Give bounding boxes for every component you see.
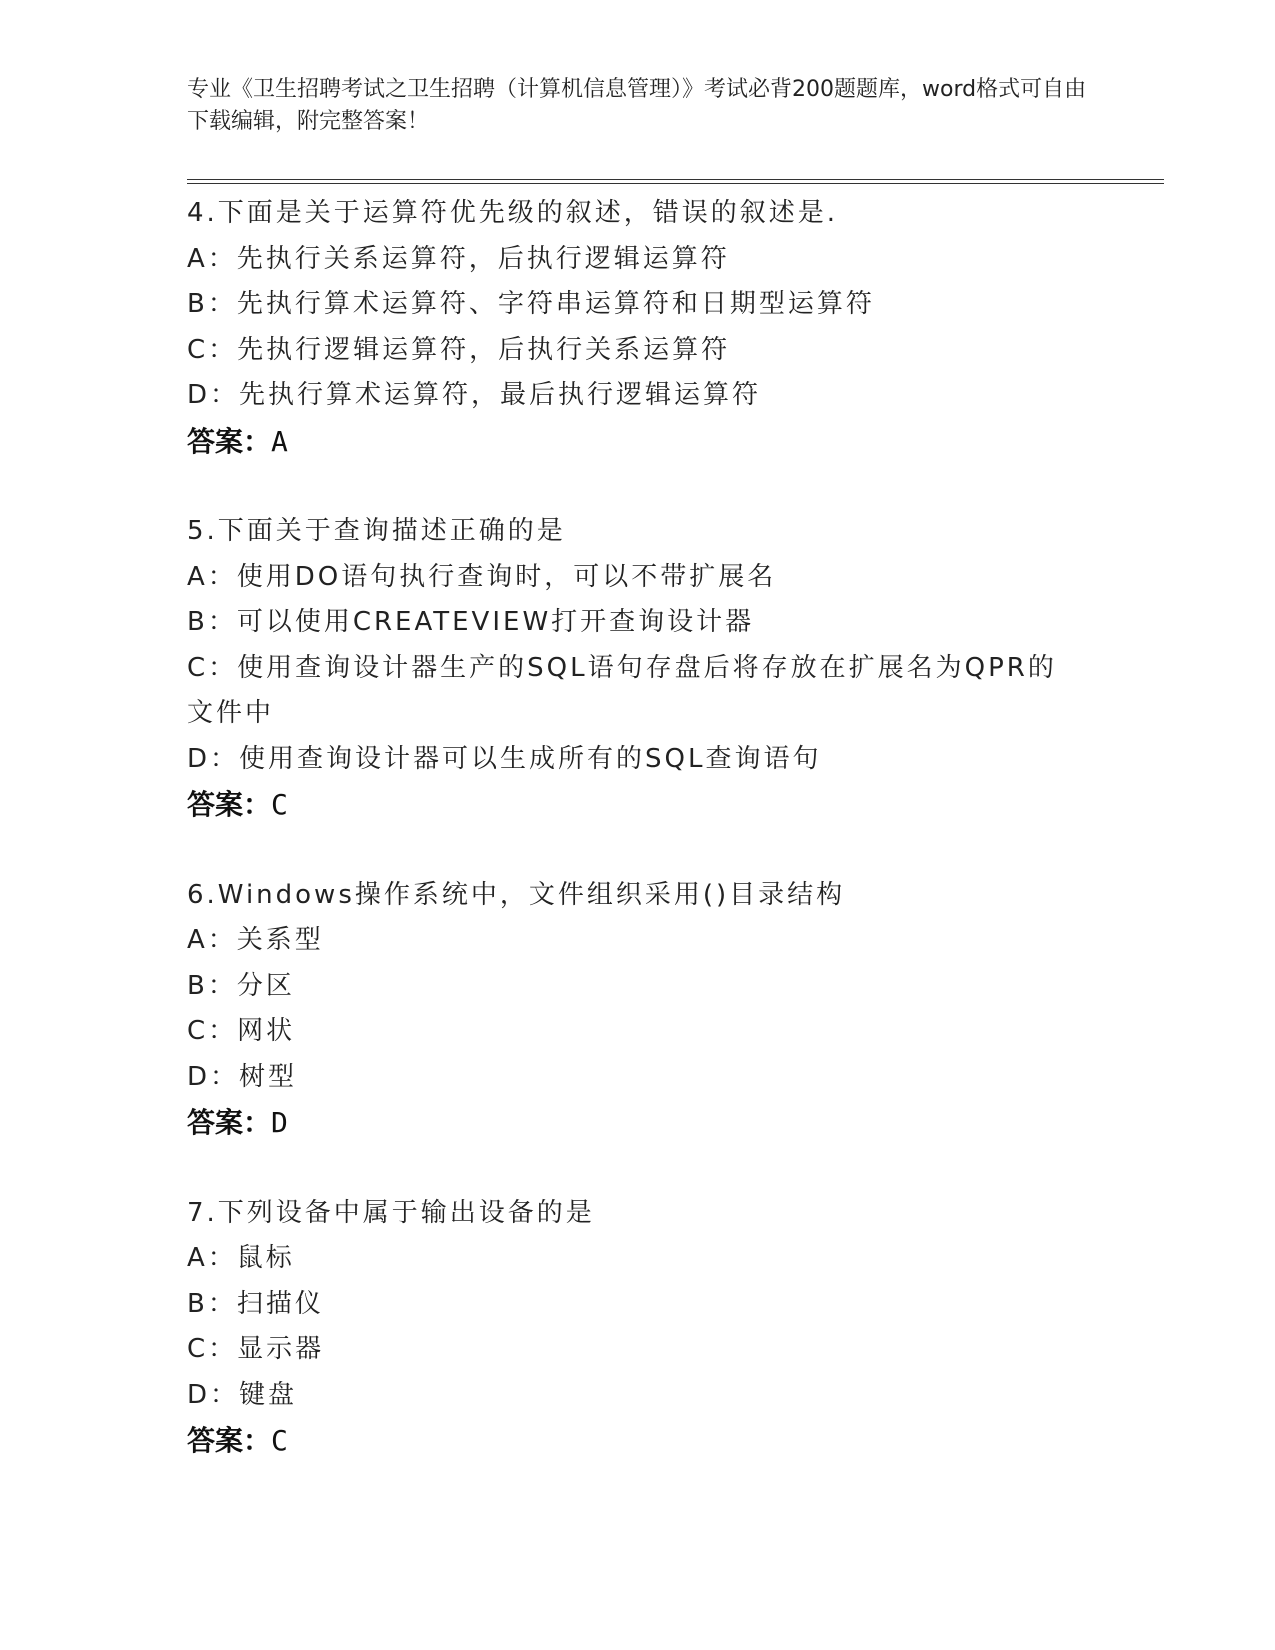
question-stem: 4.下面是关于运算符优先级的叙述，错误的叙述是.	[187, 198, 839, 228]
option-c: C：使用查询设计器生产的SQL语句存盘后将存放在扩展名为QPR的文件中	[187, 652, 1057, 728]
option-a: A：鼠标	[187, 1243, 295, 1273]
header-divider-top	[187, 179, 1164, 180]
option-a: A：关系型	[187, 925, 324, 955]
option-d: D：树型	[187, 1061, 298, 1092]
answer-label: 答案：	[187, 424, 272, 458]
option-b: B：先执行算术运算符、字符串运算符和日期型运算符	[187, 289, 875, 319]
answer-line	[187, 1418, 1087, 1464]
question-stem: 6.Windows操作系统中，文件组织采用()目录结构	[187, 879, 846, 910]
option-b: B：可以使用CREATEVIEW打开查询设计器	[187, 607, 755, 637]
option-c: C：先执行逻辑运算符，后执行关系运算符	[187, 334, 731, 365]
answer-value: C	[271, 788, 288, 821]
option-c: C：网状	[187, 1016, 296, 1046]
answer-value: D	[271, 1106, 288, 1139]
option-b: B：分区	[187, 970, 295, 1001]
option-a: A：使用DO语句执行查询时，可以不带扩展名	[187, 561, 777, 592]
question-7	[187, 1191, 1087, 1464]
option-a: A：先执行关系运算符，后执行逻辑运算符	[187, 243, 730, 274]
document-header: 专业《卫生招聘考试之卫生招聘（计算机信息管理）》考试必背200题题库，word格式可自由下载编辑，附完整答案！	[187, 77, 1087, 134]
header-divider-bottom	[187, 183, 1164, 184]
answer-value: C	[271, 1424, 288, 1457]
question-4	[187, 191, 1087, 464]
option-c: C：显示器	[187, 1334, 325, 1364]
answer-label: 答案：	[187, 788, 272, 821]
answer-value: A	[271, 424, 288, 458]
option-b: B：扫描仪	[187, 1288, 324, 1319]
option-d: D：键盘	[187, 1379, 298, 1410]
answer-line	[187, 782, 1087, 828]
answer-label: 答案：	[187, 1424, 272, 1457]
question-5	[187, 509, 1087, 828]
option-d: D：先执行算术运算符，最后执行逻辑运算符	[187, 380, 762, 410]
option-d: D：使用查询设计器可以生成所有的SQL查询语句	[187, 743, 822, 774]
question-6	[187, 873, 1087, 1146]
question-list	[187, 191, 1087, 1509]
answer-line	[187, 419, 1087, 465]
answer-line	[187, 1100, 1087, 1146]
question-stem: 5.下面关于查询描述正确的是	[187, 516, 566, 546]
question-stem: 7.下列设备中属于输出设备的是	[187, 1197, 595, 1228]
answer-label: 答案：	[187, 1106, 272, 1139]
